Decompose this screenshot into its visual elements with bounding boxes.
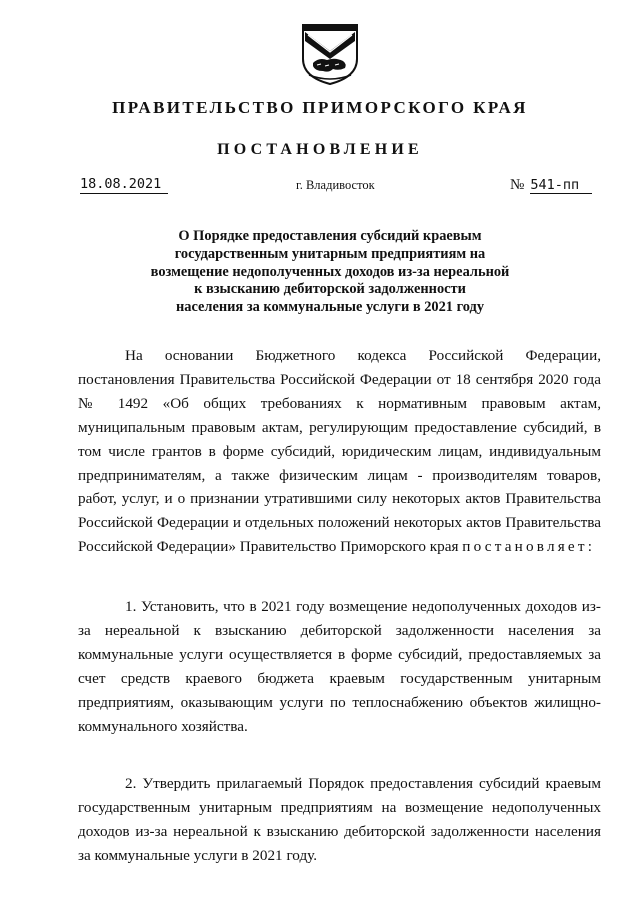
document-city: г. Владивосток bbox=[296, 178, 375, 192]
number-sign: № bbox=[510, 177, 525, 193]
number-underline bbox=[530, 193, 592, 194]
government-title: ПРАВИТЕЛЬСТВО ПРИМОРСКОГО КРАЯ bbox=[112, 98, 528, 117]
number-value: 541-пп bbox=[530, 177, 580, 193]
document-type: ПОСТАНОВЛЕНИЕ bbox=[217, 141, 423, 158]
document-subject bbox=[130, 228, 530, 317]
date-underline bbox=[80, 193, 168, 194]
preamble-paragraph bbox=[78, 344, 601, 559]
item-1-paragraph: 1. Установить, что в 2021 году возмещение недополученных доходов из-за нереальной к взысканию дебиторской задолженности населения за коммунальные услуги осуществляется в форме субсидий, предоставляемых за счет средств краевого бюджета краевым государственным унитарным предприятиям, оказывающим услуги по теплоснабжению объектов жилищно-коммунального хозяйства. bbox=[78, 598, 601, 735]
item-2-paragraph: 2. Утвердить прилагаемый Порядок предоставления субсидий краевым государственным унитарным предприятиям на возмещение недополученных доходов из-за нереальной к взысканию дебиторской задолженности населения за коммунальные услуги в 2021 году. bbox=[78, 775, 601, 864]
document-number bbox=[510, 176, 579, 194]
document-date: 18.08.2021 bbox=[80, 176, 162, 192]
subject-line: возмещение недополученных доходов из-за нереальной bbox=[150, 263, 510, 280]
subject-line: государственным унитарным предприятиям на bbox=[174, 245, 486, 262]
coat-of-arms-emblem bbox=[299, 19, 361, 87]
preamble-text: На основании Бюджетного кодекса Российской Федерации, постановления Правительства Российской Федерации от 18 сентября 2020 года № 1492 «Об общих требованиях к нормативным правовым актам, муниципальным правовым актам, регулирующим предоставление субсидий, в том числе грантов в форме субсидий, юридическим лицам, индивидуальным предпринимателям, а также физическим лицам - производителям товаров, работ, услуг, и о признании утратившими силу некоторых актов Правительства Российской Федерации и отдельных положений некоторых актов Правительства Российской Федерации» Правительство Приморского края bbox=[78, 347, 601, 556]
subject-line: О Порядке предоставления субсидий краевым bbox=[178, 228, 482, 244]
subject-line: к взысканию дебиторской задолженности bbox=[194, 281, 466, 298]
subject-line: населения за коммунальные услуги в 2021 году bbox=[175, 299, 485, 316]
resolves-word: постановляет: bbox=[462, 538, 596, 556]
